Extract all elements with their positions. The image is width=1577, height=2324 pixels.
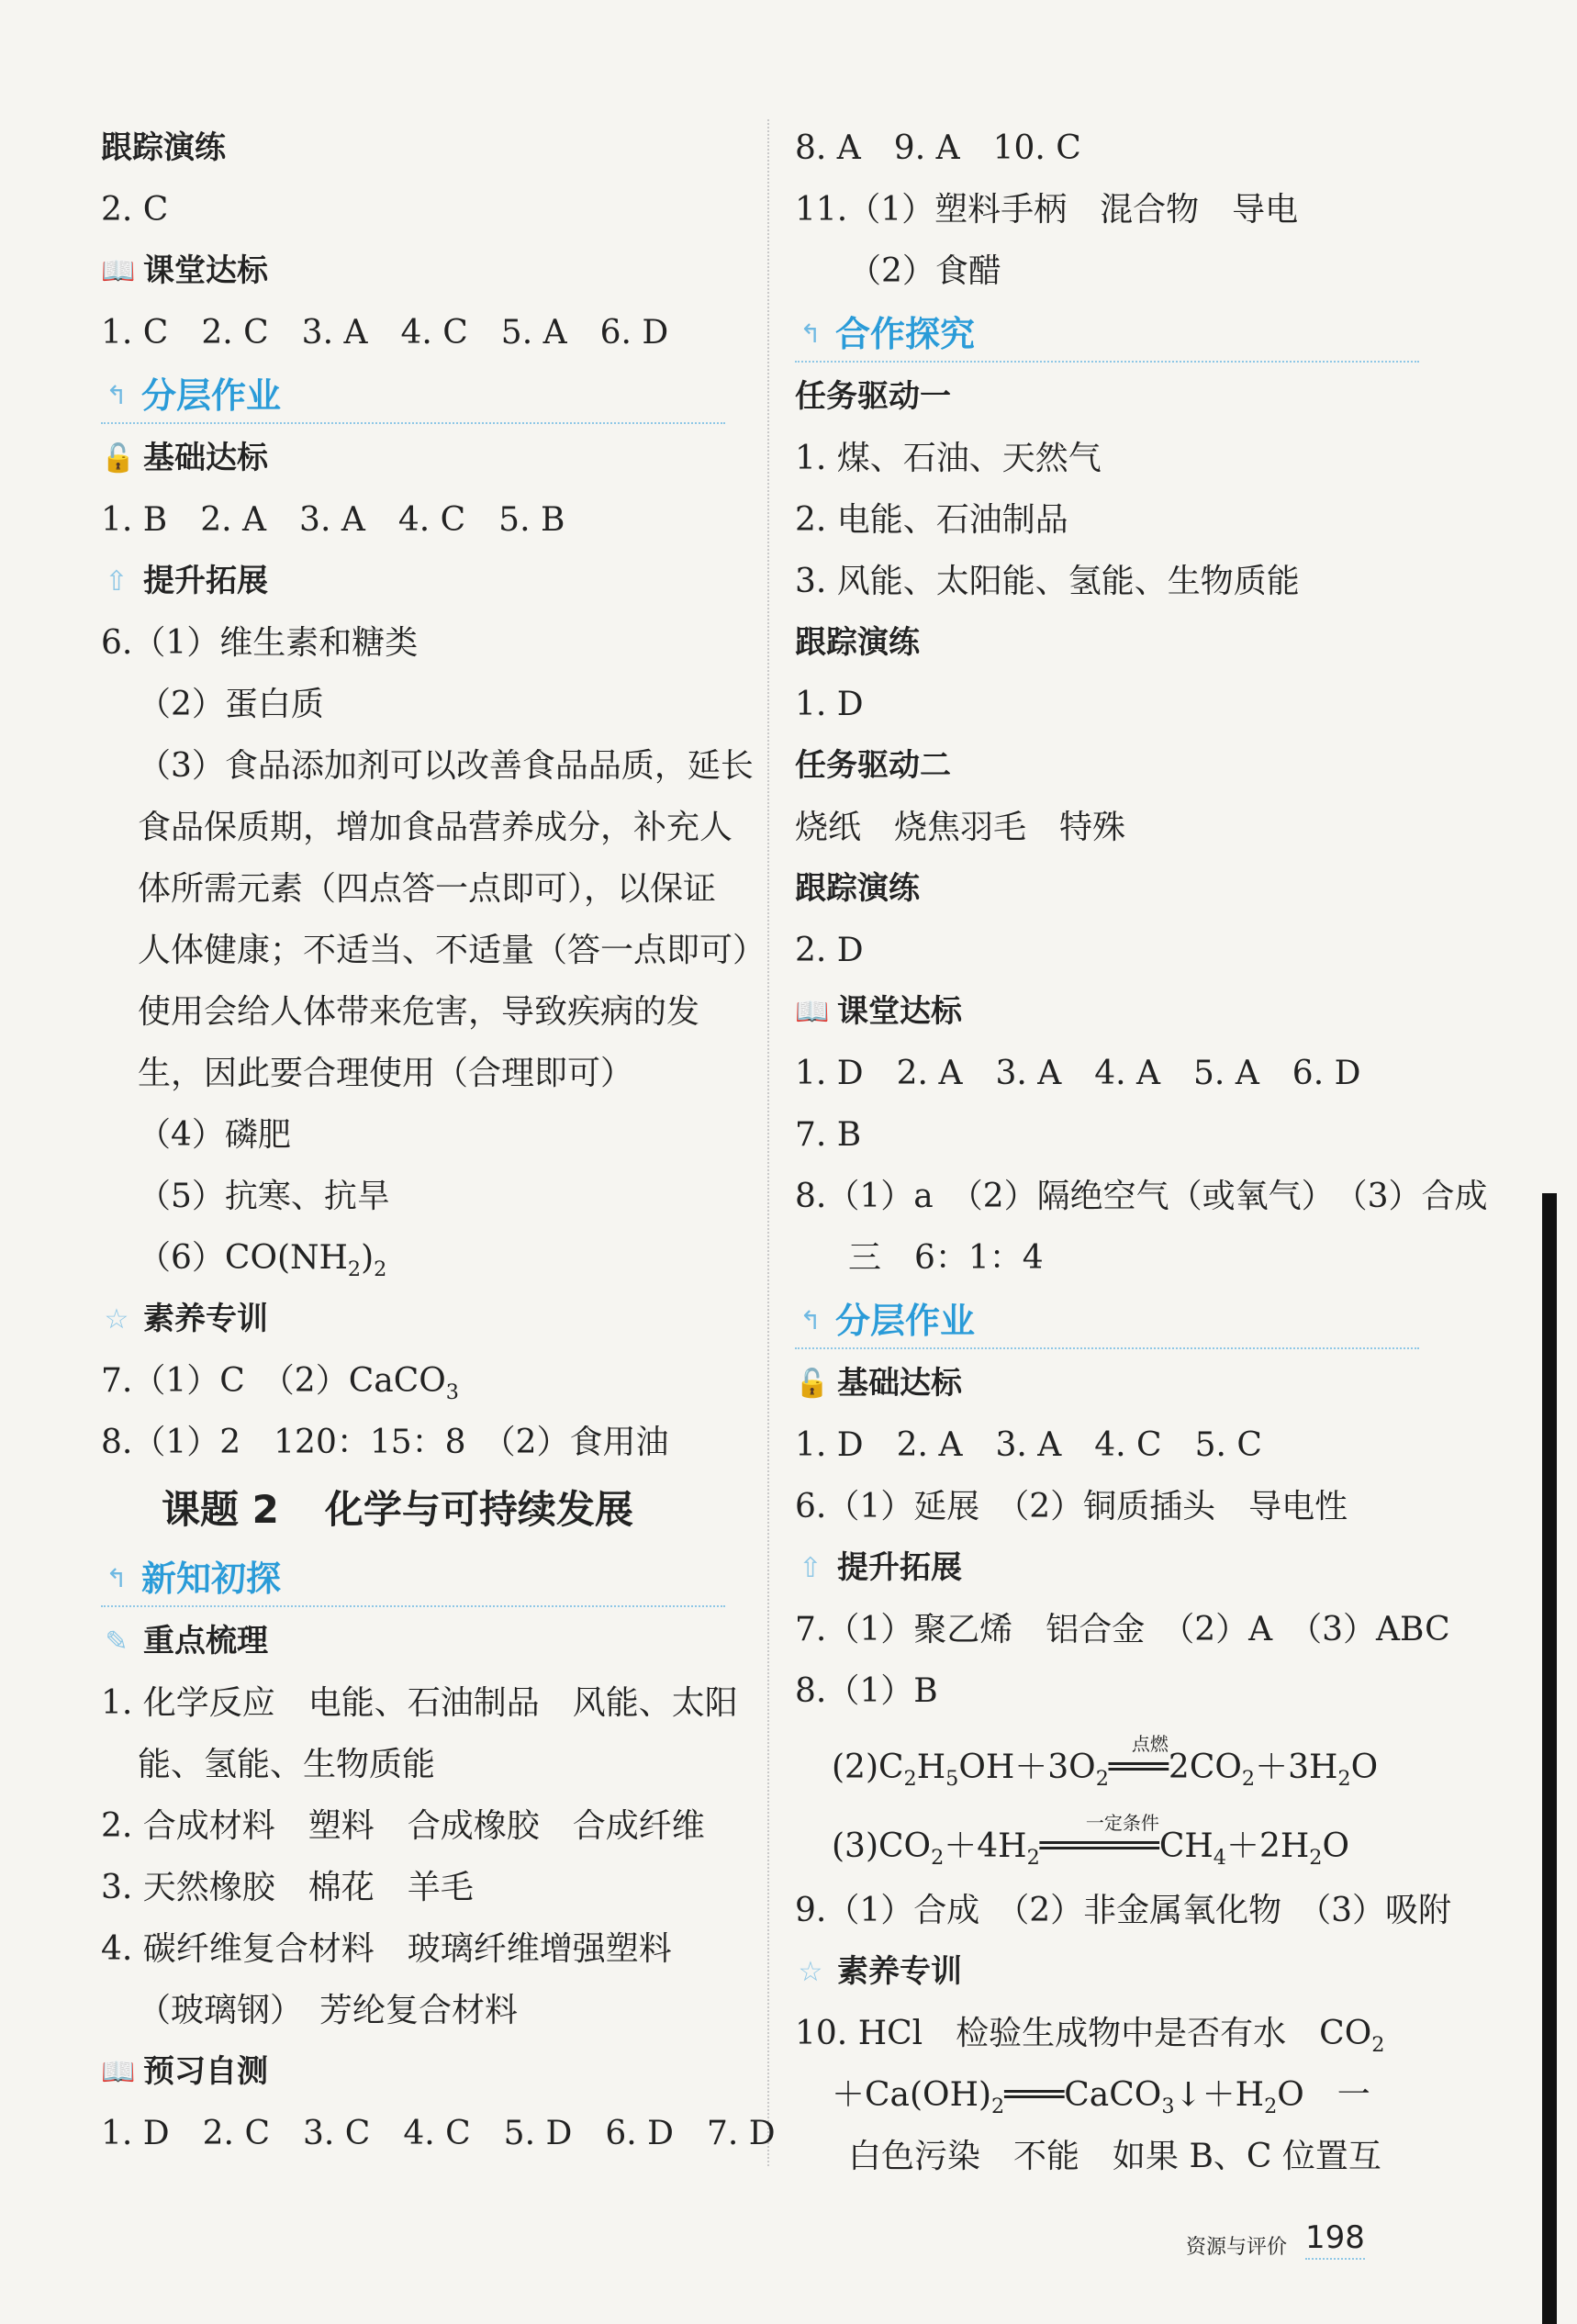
answer-line: 7.（1）C （2）CaCO$_3$	[101, 1362, 459, 1405]
answer-line: （5）抗寒、抗旱	[138, 1178, 390, 1215]
answer-line: 三 6：1：4	[848, 1239, 1044, 1277]
answer-line: 1. D 2. A 3. A 4. A 5. A 6. D	[795, 1055, 1361, 1092]
answer-line: （玻璃钢） 芳纶复合材料	[138, 1992, 519, 2029]
answer-line: 6.（1）延展 （2）铜质插头 导电性	[795, 1488, 1348, 1525]
answer-line: 2. C	[101, 191, 169, 229]
answer-line: 7. B	[795, 1116, 862, 1154]
up-arrow-icon: ⇧	[105, 565, 129, 598]
answer-line: 1. B 2. A 3. A 4. C 5. B	[101, 501, 565, 539]
answer-line: $(6)CO(NH_2)_2$	[138, 1239, 387, 1282]
answer-line: 4. 碳纤维复合材料 玻璃纤维增强塑料	[101, 1930, 672, 1968]
subheading: 📖 课堂达标	[101, 240, 744, 302]
arrow-icon: ↰	[106, 1563, 128, 1593]
subheading: ☆ 素养专训	[795, 1941, 1456, 2003]
answer-line: （4）磷肥	[138, 1116, 291, 1154]
answer-line: 1. D 2. A 3. A 4. C 5. C	[795, 1426, 1262, 1464]
answer-line: 1. D	[795, 686, 864, 723]
book-icon: 📖	[101, 255, 136, 287]
answer-line: 8.（1）B	[795, 1672, 938, 1710]
answer-line: 1. 煤、石油、天然气	[795, 440, 1102, 477]
section-header: ↰ 合作探究	[795, 302, 1419, 366]
arrow-icon: ↰	[800, 318, 822, 349]
scan-edge	[1542, 1193, 1557, 2324]
equation-line: $(3)CO_2+4H_2══════$ 一定条件 $CH_4+2H_2O$	[832, 1812, 1350, 1871]
subheading: ✎ 重点梳理	[101, 1611, 744, 1672]
answer-line: 人体健康；不适当、不适量（答一点即可）	[138, 932, 766, 969]
section-header: ↰ 分层作业	[101, 363, 725, 428]
star-icon: ☆	[104, 1303, 129, 1335]
subheading: 任务驱动二	[795, 747, 951, 784]
equation-line: $+Ca(OH)_2═══CaCO_3↓+H_2O$ 一	[832, 2076, 1370, 2119]
subheading: ☆ 素养专训	[101, 1289, 744, 1350]
answer-line: 9.（1）合成 （2）非金属氧化物 （3）吸附	[795, 1892, 1452, 1929]
footer-source: 资源与评价	[1186, 2236, 1288, 2259]
subheading: 📖 预习自测	[101, 2041, 744, 2103]
subheading: ⇧ 提升拓展	[101, 551, 744, 612]
answer-line: 体所需元素（四点答一点即可），以保证	[138, 870, 717, 908]
answer-line: 8. A 9. A 10. C	[795, 129, 1081, 167]
subheading: 跟踪演练	[101, 129, 226, 166]
up-arrow-icon: ⇧	[799, 1552, 822, 1584]
answer-line: 1. D 2. C 3. C 4. C 5. D 6. D 7. D	[101, 2115, 776, 2152]
equation-line: $(2)C_2H_5OH+3O_2═══$ 点燃 $2CO_2+3H_2O$	[832, 1733, 1379, 1792]
subheading: 🔓 基础达标	[795, 1353, 1456, 1414]
answer-line: 11.（1）塑料手柄 混合物 导电	[795, 191, 1299, 229]
book-icon: 📖	[101, 2056, 136, 2088]
answer-line: 食品保质期，增加食品营养成分，补充人	[138, 809, 733, 846]
lock-icon: 🔓	[795, 1368, 830, 1400]
subheading: 跟踪演练	[795, 624, 920, 661]
answer-line: 3. 风能、太阳能、氢能、生物质能	[795, 563, 1300, 600]
left-column	[101, 117, 776, 2164]
answer-line: （2）蛋白质	[138, 686, 324, 723]
answer-line: 烧纸 烧焦羽毛 特殊	[795, 809, 1126, 846]
answer-line: 生，因此要合理使用（合理即可）	[138, 1055, 634, 1092]
answer-line: 白色污染 不能 如果 B、C 位置互	[848, 2138, 1381, 2175]
section-header: ↰ 新知初探	[101, 1547, 725, 1611]
subheading: 任务驱动一	[795, 378, 951, 415]
right-column	[795, 117, 1488, 2187]
subheading: 📖 课堂达标	[795, 981, 1456, 1043]
subheading: 跟踪演练	[795, 870, 920, 907]
answer-line: 8.（1）a （2）隔绝空气（或氧气） （3）合成	[795, 1178, 1488, 1215]
arrow-icon: ↰	[106, 380, 128, 410]
answer-line: （3）食品添加剂可以改善食品品质，延长	[138, 747, 754, 785]
answer-line: 1. C 2. C 3. A 4. C 5. A 6. D	[101, 314, 669, 352]
page-number: 198	[1305, 2219, 1365, 2260]
answer-line: 2. 电能、石油制品	[795, 501, 1068, 539]
section-header: ↰ 分层作业	[795, 1289, 1419, 1353]
answer-line: 7.（1）聚乙烯 铝合金 （2）A （3）ABC	[795, 1611, 1450, 1648]
book-icon: 📖	[795, 996, 830, 1028]
answer-line: 6.（1）维生素和糖类	[101, 624, 419, 662]
lesson-title: 课题 2 化学与可持续发展	[162, 1487, 633, 1532]
subheading: 🔓 基础达标	[101, 428, 744, 489]
answer-line: 使用会给人体带来危害，导致疾病的发	[138, 993, 700, 1031]
answer-line: 1. 化学反应 电能、石油制品 风能、太阳	[101, 1684, 738, 1722]
subheading: ⇧ 提升拓展	[795, 1537, 1456, 1599]
answer-line: 2. D	[795, 932, 864, 969]
answer-line: 10. HCl 检验生成物中是否有水 $CO_2$	[795, 2015, 1385, 2058]
pen-icon: ✎	[105, 1626, 129, 1658]
answer-line: 8.（1）2 120：15：8 （2）食用油	[101, 1424, 669, 1461]
arrow-icon: ↰	[800, 1305, 822, 1335]
answer-line: 2. 合成材料 塑料 合成橡胶 合成纤维	[101, 1807, 705, 1845]
star-icon: ☆	[798, 1956, 823, 1988]
lock-icon: 🔓	[101, 442, 136, 475]
page-footer	[1186, 2219, 1365, 2260]
answer-line: （2）食醋	[848, 252, 1001, 290]
column-divider	[767, 119, 769, 2166]
answer-line: 能、氢能、生物质能	[138, 1746, 436, 1783]
answer-line: 3. 天然橡胶 棉花 羊毛	[101, 1869, 474, 1906]
